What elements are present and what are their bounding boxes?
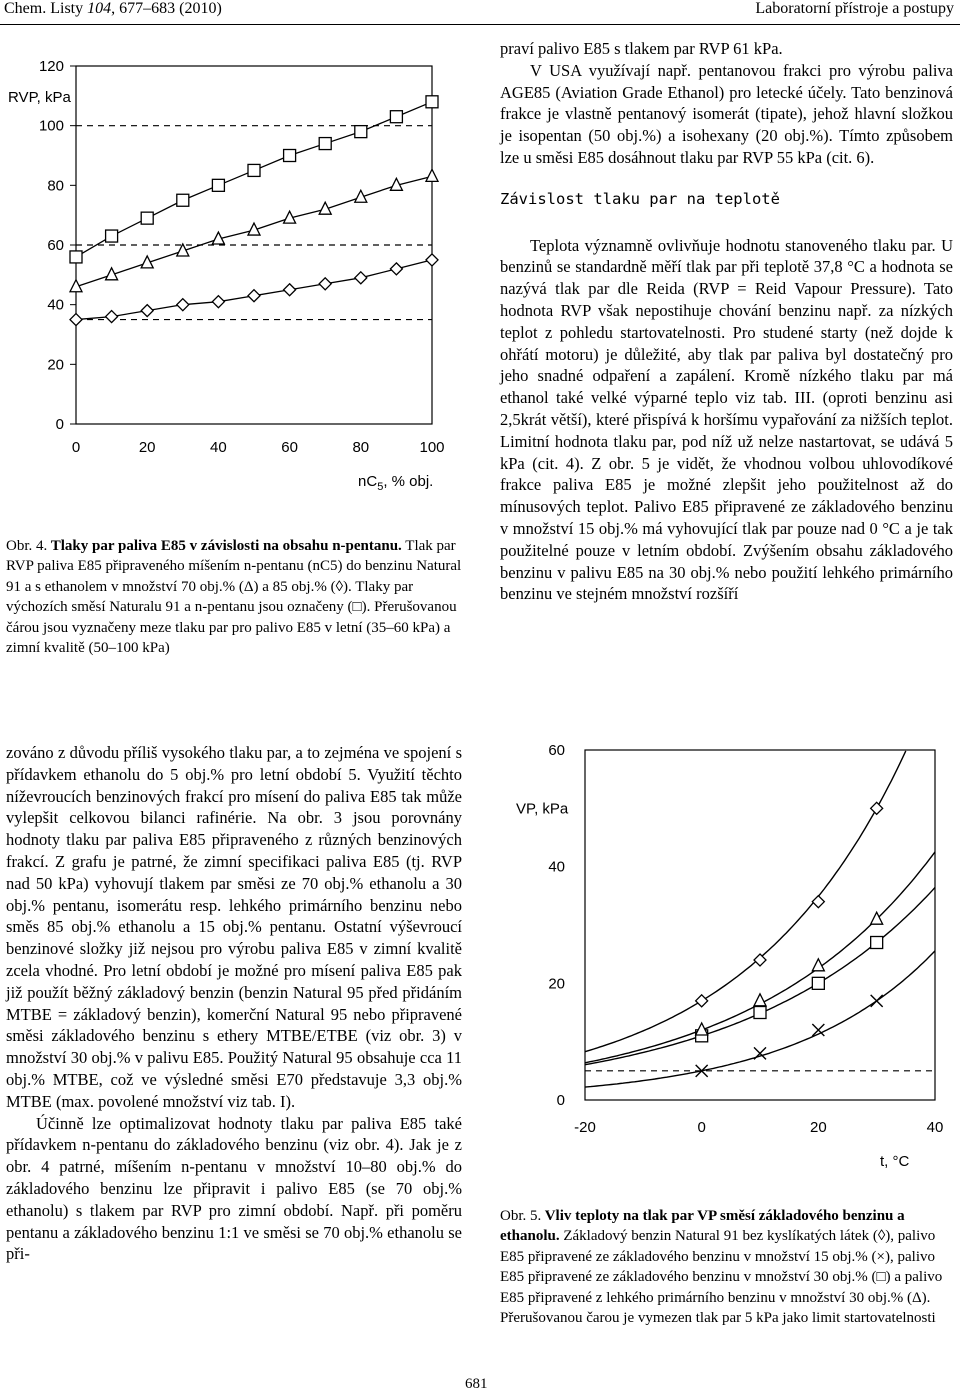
running-header (0, 0, 960, 20)
paragraph: praví palivo E85 s tlakem par RVP 61 kPa. (500, 39, 783, 58)
figure-5-title: Vliv teploty na tlak par VP směsí základového benzinu a ethanolu. (500, 1208, 905, 1245)
paragraph: Účinně lze optimalizovat hodnoty tlaku par paliva E85 také přídavkem n-pentanu do základového benzinu (viz obr. 4). Jak je z obr. 4 patrné, míšením n-pentanu v množství 10–80 obj.% do základového benzinu lze připravit i palivo E85 (se 70 obj.% ethanolu) s tlakem par RVP pro zimní období. Např. při poměru pentanu a základového benzinu 1:1 ve směsi se 70 obj.% ethanolu se při- (6, 1113, 462, 1264)
data-point-square (754, 1007, 766, 1019)
data-point-square (141, 212, 153, 224)
y-tick-label: 60 (548, 742, 565, 759)
data-point-diamond (284, 284, 296, 296)
y-axis-label: VP, kPa (516, 800, 569, 818)
section-name: Laboratorní přístroje a postupy (755, 0, 954, 17)
x-tick-label: 20 (809, 1119, 827, 1136)
figure-5-label: Obr. 5. (500, 1208, 542, 1224)
data-point-cross (871, 995, 883, 1007)
data-point-square (871, 937, 883, 949)
figure-5-text: Základový benzin Natural 91 bez kyslíkatých látek (◊), palivo E85 připravené ze základového benzinu v množství 15 obj.% (×), palivo E85 připravené ze základového benzinu v množství 30 obj.% (□) a palivo E85 připravené z lehkého primárního benzinu v množství 30 obj.% (Δ). Přerušovanou čarou je vymezen tlak par 5 kPa jako limit startovatelnosti (500, 1228, 943, 1327)
x-axis-label: t, °C (880, 1153, 910, 1170)
x-tick-label: 80 (352, 439, 370, 456)
y-tick-label: 20 (548, 975, 565, 993)
x-tick-label: 40 (926, 1119, 944, 1136)
data-point-square (248, 164, 260, 176)
data-point-diamond (390, 263, 402, 275)
left-column-bottom (6, 742, 462, 1265)
y-tick-label: 60 (47, 237, 64, 254)
data-point-diamond (319, 278, 331, 290)
right-column-top (500, 38, 953, 605)
paragraph: zováno z důvodu příliš vysokého tlaku par, a to zejména ve spojení s přídavkem ethanolu do 5 obj.% pro letní období 5. Využití těchto níževroucích benzinových frakcí pro mísení do paliva E85 tak může vylepšit celkovou bilanci rafinérie. Na obr. 3 jsou porovnány hodnoty tlaku par paliva E85 připraveného z různých benzinových frakcí. Z grafu je patrné, že zimní specifikaci paliva E85 (tj. RVP nad 50 kPa) vyhovují tlakem par směsi ze 70 obj.% ethanolu a 30 obj.% pentanu, isomerátu resp. lehkého primárního benzinu nebo směs 85 obj.% ethanolu a 15 obj.% pentanu. Ostatní výševroucí benzinové složky již nejsou pro výrobu paliva E85 v zimní kvalitě zcela vhodné. Pro letní období je možné pro mísení paliva E85 pak již použít běžný základový benzin (benzin Natural 95 před přidáním MTBE = základový benzin), komerční Natural 95 nebo připravené směsi základového benzinu s ethery MTBE/ETBE (viz obr. 3) v množství 30 obj.% v palivu E85. Použitý Natural 95 obsahuje cca 11 obj.% MTBE, což ve výsledné směsi E70 představuje 3,3 obj.% MTBE (max. povolené množství viz tab. I). (6, 743, 462, 1111)
figure-4-caption (6, 536, 462, 658)
data-point-diamond (812, 896, 824, 908)
data-point-diamond (696, 995, 708, 1007)
y-tick-label: 0 (55, 416, 64, 433)
y-tick-label: 40 (47, 296, 64, 314)
data-point-square (390, 111, 402, 123)
data-point-triangle (426, 169, 438, 181)
x-axis-label: $nC_5$, % obj. (358, 473, 434, 493)
data-point-square (177, 194, 189, 206)
header-rule (0, 24, 960, 25)
data-point-square (212, 179, 224, 191)
data-point-square (355, 126, 367, 138)
y-tick-label: 40 (548, 858, 565, 876)
data-point-square (319, 138, 331, 150)
y-tick-label: 100 (38, 117, 64, 135)
figure-4-chart (0, 40, 480, 510)
x-tick-label: 0 (697, 1119, 706, 1136)
y-tick-label: 20 (47, 356, 64, 374)
figure-4-text: Tlak par RVP paliva E85 připraveného míšením n-pentanu (nC5) do benzinu Natural 91 a s ethanolem v množství 70 obj.% (Δ) a 85 obj.% (◊). Tlaky par výchozích směsí Naturalu 91 a n-pentanu jsou označeny (□). Přerušovanou čárou jsou vyznačeny meze tlaku par pro palivo E85 v letní (35–60 kPa) a zimní kvalitě (50–100 kPa) (6, 538, 462, 657)
y-tick-label: 120 (38, 58, 64, 75)
section-heading: Závislost tlaku par na teplotě (500, 189, 780, 208)
figure-5-chart (490, 730, 960, 1180)
data-point-square (70, 251, 82, 263)
x-tick-label: 40 (210, 439, 227, 456)
x-tick-label: 20 (138, 439, 156, 456)
data-point-diamond (355, 272, 367, 284)
data-point-diamond (106, 311, 118, 323)
data-point-square (106, 230, 118, 242)
plot-frame (585, 750, 935, 1100)
page-number: 681 (465, 1376, 488, 1392)
journal-citation: Chem. Listy 104, 677–683 (2010) (4, 0, 222, 17)
data-point-diamond (426, 254, 438, 266)
data-point-diamond (871, 802, 883, 814)
data-point-diamond (177, 299, 189, 311)
x-tick-label: 0 (71, 439, 81, 456)
data-point-square (426, 96, 438, 108)
paragraph: Teplota významně ovlivňuje hodnotu stanoveného tlaku par. U benzinů se standardně měří tlak par při teplotě 37,8 °C a hodnota se nazývá tlak par dle Reida (RVP = Reid Vapour Pressure). Tato hodnota RVP však nepostihuje chování benzinu např. za nízkých teplot z pohledu startovatelnosti. Pro studené starty (než dojde k ohřátí motoru) je důležité, aby tlak par paliva byl dostatečný pro jeho snadné odpaření a zapálení. Kromě nízkého tlaku par má ethanol také velké výparné teplo viz tab. III. (oproti benzinu asi 2,5krát větší), které přispívá k horšímu vypařování za nižších teplot. Limitní hodnota tlaku par, pod níž už nelze nastartovat, se udává 5 kPa (cit. 4). Z obr. 5 je vidět, že vhodnou volbou uhlovodíkové frakce paliva E85 je možné zlepšit jeho použitelnost až do mínusových teplot. Palivo E85 připravené ze základového benzinu v množství 15 obj.% má vyhovující tlak par pouze nad 0 °C a je tak použitelné pouze v letním období. Zvýšením obsahu základového benzinu v palivu E85 na 30 obj.% nebo použití lehkého primárního benzinu ve stejném množství rozšíří (500, 235, 953, 604)
data-point-diamond (141, 305, 153, 317)
figure-4-label: Obr. 4. (6, 538, 48, 554)
y-tick-label: 0 (556, 1092, 565, 1109)
x-tick-label: -20 (574, 1119, 596, 1136)
series-curve-diamond (585, 751, 906, 1052)
paragraph: V USA využívají např. pentanovou frakci pro výrobu paliva AGE85 (Aviation Grade Ethanol) pro letecké účely. Tato benzinová frakce je vlastně pentanový isomerát (tipate), jehož hlavní složkou je isopentan (50 obj.%) a isohexany (20 obj.%). Tímto způsobem lze u směsi E85 dosáhnout tlaku par RVP 55 kPa (cit. 6). (500, 60, 953, 167)
data-point-diamond (212, 296, 224, 308)
y-tick-label: 80 (47, 177, 64, 195)
data-point-triangle (871, 912, 883, 924)
data-point-cross (754, 1047, 766, 1059)
data-point-square (812, 977, 824, 989)
x-tick-label: 60 (281, 439, 298, 456)
figure-5-caption (500, 1206, 955, 1328)
data-point-diamond (754, 954, 766, 966)
data-point-diamond (70, 314, 82, 326)
y-axis-label: RVP, kPa (8, 88, 71, 106)
data-point-triangle (754, 994, 766, 1006)
figure-4-title: Tlaky par paliva E85 v závislosti na obsahu n-pentanu. (47, 538, 402, 554)
x-tick-label: 100 (419, 439, 445, 456)
data-point-square (284, 150, 296, 162)
data-point-diamond (248, 290, 260, 302)
